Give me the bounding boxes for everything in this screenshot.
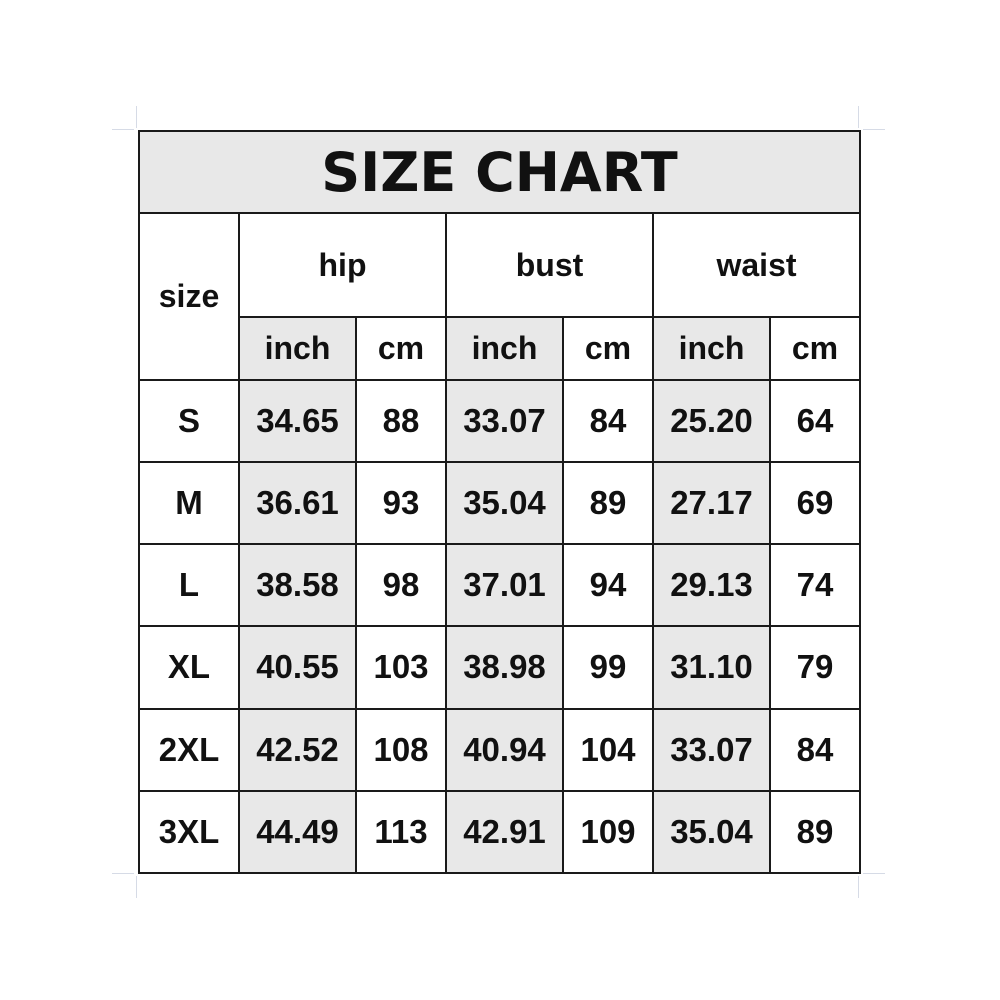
measurement-cell: 37.01	[446, 544, 563, 626]
measurement-cell: 79	[770, 626, 860, 708]
measurement-cell: 31.10	[653, 626, 770, 708]
measurement-cell: 35.04	[653, 791, 770, 873]
unit-header: inch	[653, 317, 770, 379]
measurement-cell: 89	[563, 462, 653, 544]
size-chart-table	[138, 130, 861, 874]
table-row	[139, 462, 860, 544]
measurement-cell: 38.58	[239, 544, 356, 626]
unit-header: inch	[446, 317, 563, 379]
size-label-cell: 2XL	[139, 709, 239, 791]
table-row	[139, 709, 860, 791]
measurement-cell: 40.94	[446, 709, 563, 791]
measurement-cell: 44.49	[239, 791, 356, 873]
crop-mark	[858, 876, 859, 898]
size-label-cell: 3XL	[139, 791, 239, 873]
measurement-cell: 42.52	[239, 709, 356, 791]
crop-mark	[112, 129, 134, 130]
measurement-cell: 93	[356, 462, 446, 544]
size-label-cell: S	[139, 380, 239, 462]
measurement-cell: 84	[770, 709, 860, 791]
measurement-cell: 34.65	[239, 380, 356, 462]
crop-mark	[136, 106, 137, 128]
measurement-cell: 29.13	[653, 544, 770, 626]
measurement-cell: 25.20	[653, 380, 770, 462]
measurement-cell: 99	[563, 626, 653, 708]
unit-header: cm	[356, 317, 446, 379]
size-label-cell: L	[139, 544, 239, 626]
size-column-header: size	[139, 213, 239, 379]
crop-mark	[136, 876, 137, 898]
crop-mark	[858, 106, 859, 128]
measurement-cell: 36.61	[239, 462, 356, 544]
measurement-cell: 84	[563, 380, 653, 462]
measurement-cell: 27.17	[653, 462, 770, 544]
measurement-cell: 40.55	[239, 626, 356, 708]
group-header-hip: hip	[239, 213, 446, 317]
measurement-cell: 89	[770, 791, 860, 873]
measurement-cell: 42.91	[446, 791, 563, 873]
measurement-cell: 38.98	[446, 626, 563, 708]
measurement-cell: 94	[563, 544, 653, 626]
measurement-cell: 108	[356, 709, 446, 791]
size-label-cell: M	[139, 462, 239, 544]
group-header-waist: waist	[653, 213, 860, 317]
measurement-cell: 69	[770, 462, 860, 544]
table-row	[139, 791, 860, 873]
size-label-cell: XL	[139, 626, 239, 708]
measurement-cell: 35.04	[446, 462, 563, 544]
measurement-cell: 64	[770, 380, 860, 462]
measurement-cell: 113	[356, 791, 446, 873]
measurement-cell: 33.07	[653, 709, 770, 791]
unit-header: cm	[770, 317, 860, 379]
crop-mark	[863, 129, 885, 130]
measurement-cell: 33.07	[446, 380, 563, 462]
measurement-cell: 74	[770, 544, 860, 626]
table-row	[139, 380, 860, 462]
measurement-cell: 88	[356, 380, 446, 462]
measurement-cell: 98	[356, 544, 446, 626]
table-row	[139, 626, 860, 708]
unit-header: inch	[239, 317, 356, 379]
measurement-cell: 104	[563, 709, 653, 791]
measurement-cell: 103	[356, 626, 446, 708]
unit-header: cm	[563, 317, 653, 379]
group-header-bust: bust	[446, 213, 653, 317]
crop-mark	[112, 873, 134, 874]
table-row	[139, 544, 860, 626]
chart-title: SIZE CHART	[139, 131, 860, 213]
measurement-cell: 109	[563, 791, 653, 873]
crop-mark	[863, 873, 885, 874]
